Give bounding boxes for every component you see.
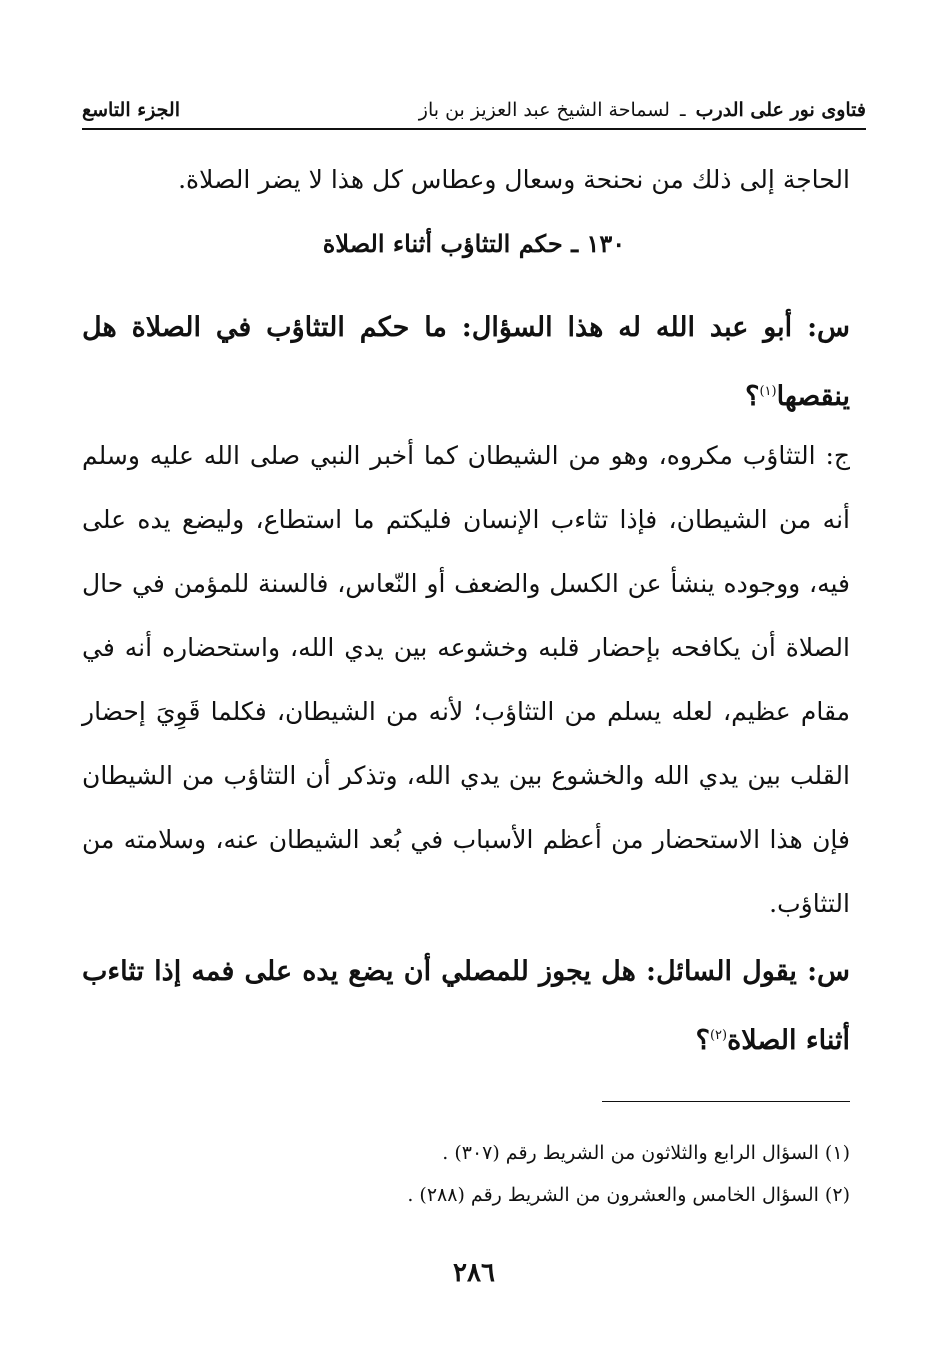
section-heading [82,222,866,266]
footnote-mark-2[interactable]: (٢) [709,1028,728,1043]
footnotes [300,1132,850,1216]
question-1-text: س: أبو عبد الله له هذا السؤال: ما حكم التثاؤب في الصلاة هل ينقصها [82,312,850,412]
header-left-group [419,99,866,121]
page-number: ٢٨٦ [453,1258,495,1288]
running-header [82,92,866,130]
author-name: لسماحة الشيخ عبد العزيز بن باز [418,99,670,121]
previous-answer-continuation: الحاجة إلى ذلك من نحنحة وسعال وعطاس كل هذا لا يضر الصلاة. [178,165,850,194]
footnote-2: (٢) السؤال الخامس والعشرون من الشريط رقم (٢٨٨) . [407,1184,850,1206]
footnote-1: (١) السؤال الرابع والثلاثون من الشريط رقم (٣٠٧) . [442,1142,850,1164]
section-title: حكم التثاؤب أثناء الصلاة [322,229,563,258]
question-1-end: ؟ [745,381,760,412]
question-1 [82,296,850,429]
section-number: ١٣٠ [586,229,626,258]
section-dash: ـ [562,229,579,258]
answer-1: ج: التثاؤب مكروه، وهو من الشيطان كما أخبر النبي صلى الله عليه وسلم أنه من الشيطان، فإذا تثاءب الإنسان فليكتم ما استطاع، وليضع يده على فيه، ووجوده ينشأ عن الكسل والضعف أو النّعاس، فالسنة للمؤمن في حال الصلاة أن يكافحه بإحضار قلبه وخشوعه بين يدي الله، واستحضاره أنه في مقام عظيم، لعله يسلم من التثاؤب؛ لأنه من الشيطان، فكلما قَوِيَ إحضار القلب بين يدي الله والخشوع بين يدي الله، وتذكر أن التثاؤب من الشيطان فإن هذا الاستحضار من أعظم الأسباب في بُعد الشيطان عنه، وسلامته من التثاؤب. [82,441,850,918]
header-separator: ـ [680,99,686,121]
book-title: فتاوى نور على الدرب [695,99,866,121]
footnote-mark-1[interactable]: (١) [759,384,777,399]
question-2-text: س: يقول السائل: هل يجوز للمصلي أن يضع يده على فمه إذا تثاءب أثناء الصلاة [82,956,850,1056]
footnote-divider [602,1101,850,1102]
part-label: الجزء التاسع [82,99,180,121]
question-2 [82,940,850,1073]
question-2-end: ؟ [695,1025,710,1056]
